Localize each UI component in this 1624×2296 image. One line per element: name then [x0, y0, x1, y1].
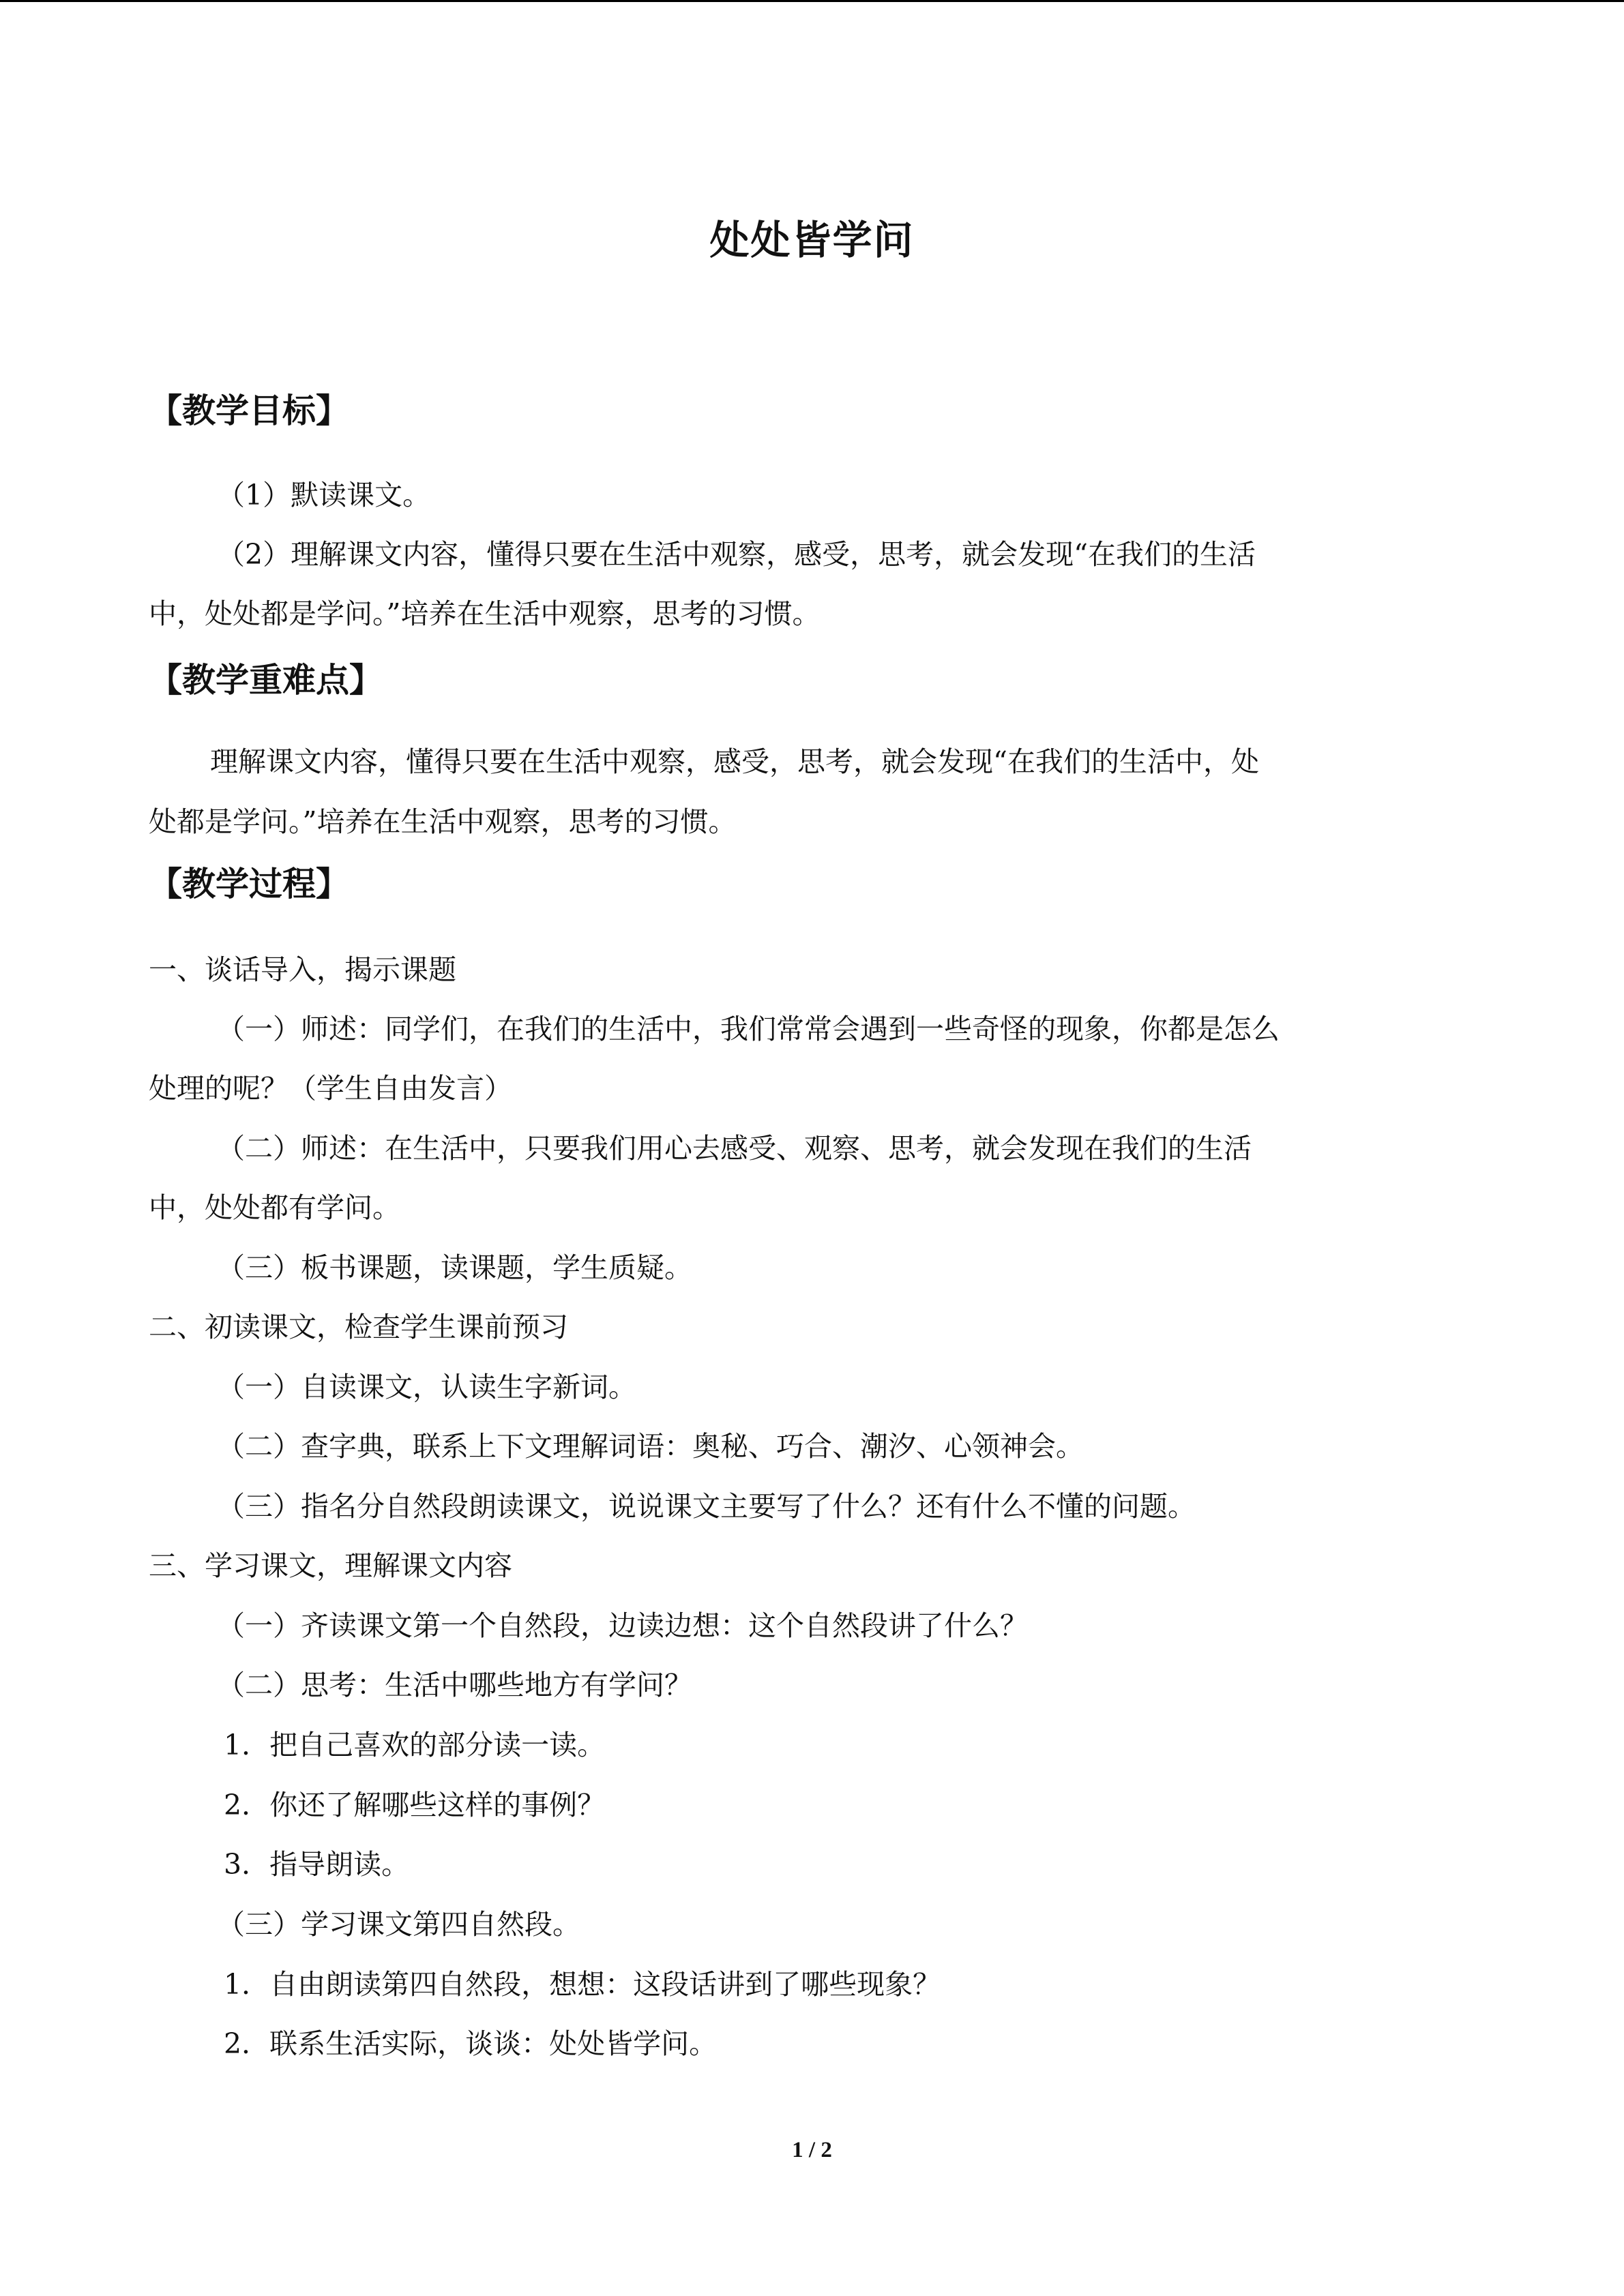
process-part-3-title: 三、学习课文，理解课文内容: [149, 1549, 512, 1582]
section-heading-process: 【教学过程】: [149, 865, 350, 904]
objective-item-2-line-1: （2）理解课文内容，懂得只要在生活中观察，感受，思考，就会发现“在我们的生活: [217, 538, 1256, 571]
part-3-sub-1: （一）齐读课文第一个自然段，边读边想：这个自然段讲了什么？: [217, 1609, 1028, 1642]
part-3-sub-2-item-3: 3．指导朗读。: [224, 1848, 410, 1881]
key-points-line-1: 理解课文内容，懂得只要在生活中观察，感受，思考，就会发现“在我们的生活中，处: [210, 745, 1259, 778]
part-3-sub-3-item-1: 1．自由朗读第四自然段，想想：这段话讲到了哪些现象？: [224, 1968, 941, 2001]
key-points-line-2: 处都是学问。”培养在生活中观察，思考的习惯。: [149, 805, 737, 838]
objective-item-2-line-2: 中，处处都是学问。”培养在生活中观察，思考的习惯。: [149, 597, 821, 630]
section-heading-key-points: 【教学重难点】: [149, 661, 383, 700]
part-3-sub-3-item-2: 2．联系生活实际，谈谈：处处皆学问。: [224, 2027, 718, 2060]
part-2-sub-1: （一）自读课文，认读生字新词。: [217, 1371, 636, 1403]
objective-item-1: （1）默读课文。: [217, 479, 431, 511]
part-3-sub-3: （三）学习课文第四自然段。: [217, 1908, 580, 1941]
part-2-sub-3: （三）指名分自然段朗读课文，说说课文主要写了什么？还有什么不懂的问题。: [217, 1490, 1196, 1523]
part-1-sub-1-line-1: （一）师述：同学们，在我们的生活中，我们常常会遇到一些奇怪的现象，你都是怎么: [217, 1013, 1280, 1045]
part-3-sub-2: （二）思考：生活中哪些地方有学问？: [217, 1669, 692, 1701]
process-part-1-title: 一、谈话导入，揭示课题: [149, 953, 456, 986]
section-heading-objectives: 【教学目标】: [149, 391, 350, 430]
part-1-sub-2-line-2: 中，处处都有学问。: [149, 1191, 400, 1224]
part-3-sub-2-item-1: 1．把自己喜欢的部分读一读。: [224, 1729, 606, 1761]
part-1-sub-1-line-2: 处理的呢？（学生自由发言）: [149, 1072, 512, 1105]
part-1-sub-2-line-1: （二）师述：在生活中，只要我们用心去感受、观察、思考，就会发现在我们的生活: [217, 1132, 1252, 1165]
document-title: 处处皆学问: [709, 217, 915, 263]
part-3-sub-2-item-2: 2．你还了解哪些这样的事例？: [224, 1789, 606, 1821]
page-number: 1 / 2: [792, 2138, 832, 2162]
part-2-sub-2: （二）查字典，联系上下文理解词语：奥秘、巧合、潮汐、心领神会。: [217, 1430, 1084, 1463]
part-1-sub-3: （三）板书课题，读课题，学生质疑。: [217, 1251, 692, 1284]
process-part-2-title: 二、初读课文，检查学生课前预习: [149, 1311, 568, 1343]
